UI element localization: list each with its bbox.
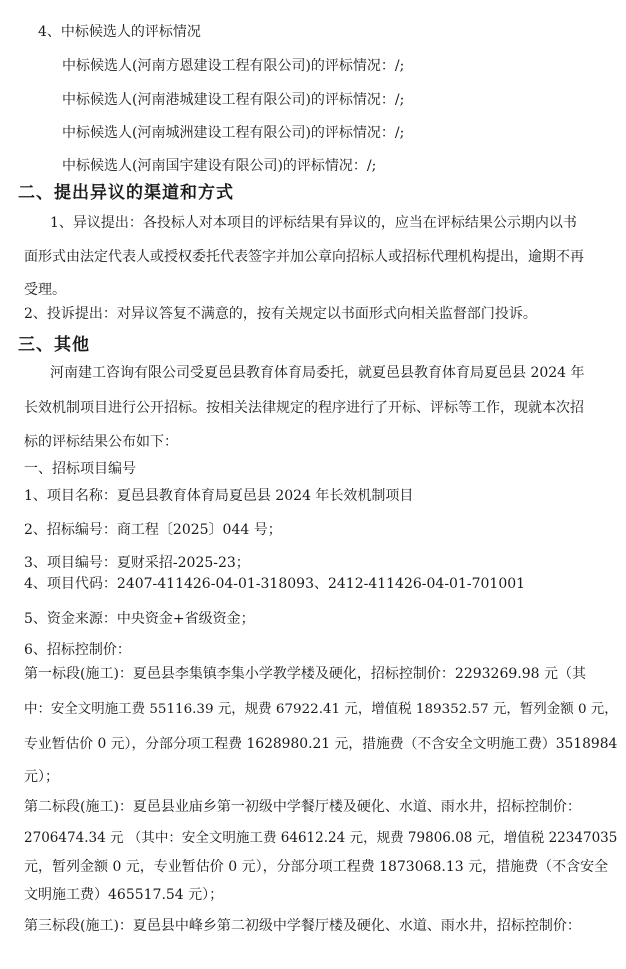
- objection-paragraph-line: 1、异议提出：各投标人对本项目的评标结果有异议的，应当在评标结果公示期内以书: [50, 215, 577, 231]
- lot2-line: 第二标段(施工)：夏邑县业庙乡第一初级中学餐厅楼及硬化、水道、雨水井，招标控制价：: [24, 799, 581, 815]
- objection-paragraph-line: 受理。: [24, 282, 66, 298]
- lot2-line: 文明施工费）465517.54 元）；: [24, 887, 224, 903]
- project-item: 1、项目名称：夏邑县教育体育局夏邑县 2024 年长效机制项目: [24, 488, 414, 504]
- objection-paragraph-line: 面形式由法定代表人或授权委托代表签字并加公章向招标人或招标代理机构提出，逾期不再: [24, 249, 584, 265]
- lot1-line: 第一标段(施工)：夏邑县李集镇李集小学教学楼及硬化，招标控制价：2293269.98 元（其: [24, 666, 586, 682]
- lot2-line: 2706474.34 元 （其中：安全文明施工费 64612.24 元，规费 79806.08 元，增值税 22347035: [24, 830, 618, 846]
- project-item: 3、项目编号：夏财采招-2025-23；: [24, 555, 250, 571]
- project-item: 6、招标控制价：: [24, 642, 131, 658]
- lot2-line: 元，暂列金额 0 元，专业暂估价 0 元），分部分项工程费 1873068.13 元，措施费（不含安全: [24, 859, 609, 875]
- project-item: 2、招标编号：商工程〔2025〕044 号；: [24, 522, 282, 538]
- project-item: 4、项目代码：2407-411426-04-01-318093、2412-411426-04-01-701001: [24, 576, 526, 592]
- candidate-line: 中标候选人(河南方恩建设工程有限公司)的评标情况：/;: [62, 58, 405, 74]
- complaint-paragraph: 2、投诉提出：对异议答复不满意的，按有关规定以书面形式向相关监督部门投诉。: [24, 306, 537, 322]
- lot1-line: 专业暂估价 0 元），分部分项工程费 1628980.21 元，措施费（不含安全文明施工费）3518984: [24, 736, 618, 752]
- candidate-line: 中标候选人(河南港城建设工程有限公司)的评标情况：/;: [62, 92, 405, 108]
- intro-line: 标的评标结果公布如下：: [24, 434, 178, 450]
- lot1-line: 元）；: [24, 769, 59, 785]
- intro-line: 河南建工咨询有限公司受夏邑县教育体育局委托，就夏邑县教育体育局夏邑县 2024 年: [50, 365, 585, 381]
- lot3-line: 第三标段(施工)：夏邑县中峰乡第二初级中学餐厅楼及硬化、水道、雨水井，招标控制价：: [24, 918, 581, 934]
- objection-heading: 二、提出异议的渠道和方式: [18, 183, 234, 203]
- section4-title: 4、中标候选人的评标情况: [38, 24, 201, 40]
- candidate-line: 中标候选人(河南国宇建设有限公司)的评标情况：/;: [62, 158, 377, 174]
- sub-heading: 一、招标项目编号: [24, 461, 136, 477]
- candidate-line: 中标候选人(河南城洲建设工程有限公司)的评标情况：/;: [62, 125, 405, 141]
- intro-line: 长效机制项目进行公开招标。按相关法律规定的程序进行了开标、评标等工作，现就本次招: [24, 400, 584, 416]
- lot1-line: 中：安全文明施工费 55116.39 元，规费 67922.41 元，增值税 189352.57 元，暂列金额 0 元，: [24, 702, 618, 717]
- project-item: 5、资金来源：中央资金+省级资金；: [24, 611, 255, 627]
- other-heading: 三、其他: [18, 335, 90, 355]
